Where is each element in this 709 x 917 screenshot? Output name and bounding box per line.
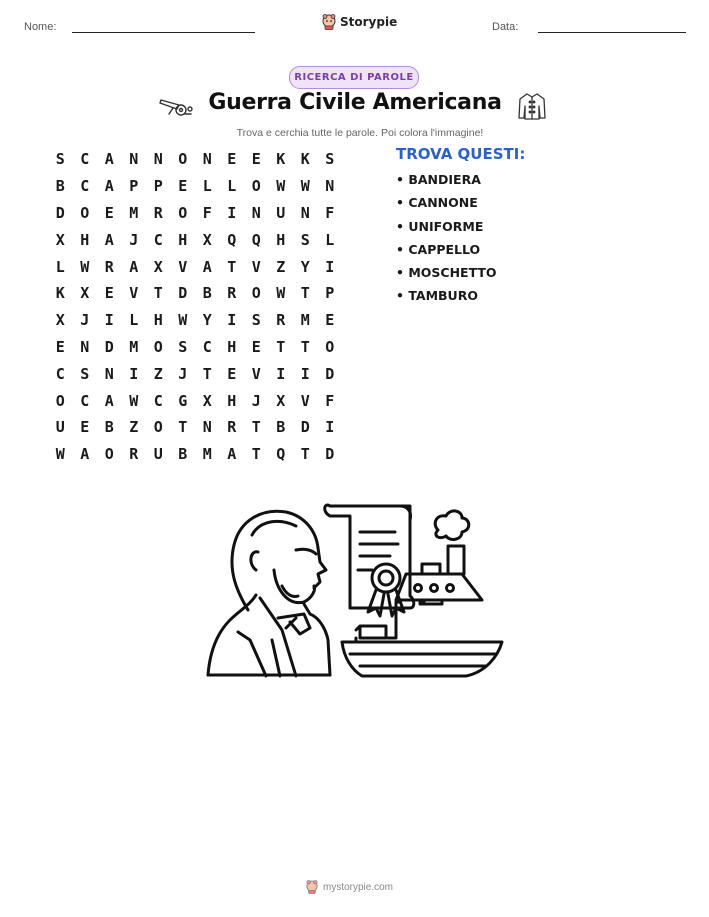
- grid-row: [48, 226, 342, 253]
- grid-letter[interactable]: T: [202, 364, 212, 383]
- footer-brand: [306, 880, 393, 894]
- grid-letter[interactable]: R: [153, 203, 163, 222]
- grid-letter[interactable]: T: [178, 418, 188, 437]
- grid-letter[interactable]: X: [55, 230, 65, 249]
- grid-row: [48, 200, 342, 227]
- word-list: [396, 172, 497, 312]
- grid-letter[interactable]: O: [178, 203, 188, 222]
- grid-letter[interactable]: P: [153, 177, 163, 196]
- grid-letter[interactable]: V: [251, 364, 261, 383]
- grid-letter[interactable]: I: [227, 203, 237, 222]
- grid-letter[interactable]: C: [202, 337, 212, 356]
- grid-letter[interactable]: R: [129, 445, 139, 464]
- grid-letter[interactable]: A: [80, 445, 90, 464]
- grid-letter[interactable]: X: [202, 391, 212, 410]
- footer-url: mystorypie.com: [323, 881, 394, 893]
- grid-letter[interactable]: N: [325, 177, 335, 196]
- grid-letter[interactable]: H: [80, 230, 90, 249]
- grid-letter[interactable]: J: [80, 311, 90, 330]
- grid-letter[interactable]: N: [80, 337, 90, 356]
- grid-letter[interactable]: Y: [300, 257, 310, 276]
- grid-letter[interactable]: L: [202, 177, 212, 196]
- grid-letter[interactable]: T: [251, 418, 261, 437]
- grid-row: [48, 146, 342, 173]
- word-search-grid: [48, 146, 342, 468]
- grid-letter[interactable]: X: [276, 391, 286, 410]
- grid-letter[interactable]: I: [129, 364, 139, 383]
- grid-letter[interactable]: N: [104, 364, 114, 383]
- grid-letter[interactable]: L: [55, 257, 65, 276]
- date-line: [538, 32, 686, 33]
- grid-letter[interactable]: E: [227, 150, 237, 169]
- grid-letter[interactable]: O: [251, 177, 261, 196]
- grid-letter[interactable]: C: [80, 177, 90, 196]
- grid-letter[interactable]: T: [300, 445, 310, 464]
- grid-letter[interactable]: F: [202, 203, 212, 222]
- grid-letter[interactable]: X: [55, 311, 65, 330]
- grid-letter[interactable]: A: [227, 445, 237, 464]
- word-list-heading: TROVA QUESTI:: [396, 145, 526, 163]
- grid-letter[interactable]: M: [129, 203, 139, 222]
- storypie-mascot-icon: [306, 880, 318, 894]
- grid-letter[interactable]: E: [251, 150, 261, 169]
- grid-letter[interactable]: A: [104, 230, 114, 249]
- grid-letter[interactable]: A: [104, 391, 114, 410]
- category-badge: RICERCA DI PAROLE: [289, 66, 419, 89]
- grid-letter[interactable]: E: [55, 337, 65, 356]
- grid-letter[interactable]: P: [325, 284, 335, 303]
- grid-letter[interactable]: R: [227, 284, 237, 303]
- word-list-item: • TAMBURO: [396, 288, 497, 311]
- word-list-item: • BANDIERA: [396, 172, 497, 195]
- word-list-item: • CANNONE: [396, 195, 497, 218]
- word-list-item: • MOSCHETTO: [396, 265, 497, 288]
- grid-letter[interactable]: J: [251, 391, 261, 410]
- grid-letter[interactable]: G: [178, 391, 188, 410]
- grid-letter[interactable]: P: [129, 177, 139, 196]
- grid-letter[interactable]: M: [300, 311, 310, 330]
- grid-letter[interactable]: B: [55, 177, 65, 196]
- grid-letter[interactable]: K: [300, 150, 310, 169]
- grid-letter[interactable]: N: [202, 150, 212, 169]
- grid-letter[interactable]: V: [300, 391, 310, 410]
- grid-letter[interactable]: F: [325, 391, 335, 410]
- grid-letter[interactable]: Y: [202, 311, 212, 330]
- grid-letter[interactable]: H: [178, 230, 188, 249]
- grid-letter[interactable]: O: [251, 284, 261, 303]
- grid-letter[interactable]: R: [104, 257, 114, 276]
- grid-letter[interactable]: Z: [129, 418, 139, 437]
- grid-letter[interactable]: D: [178, 284, 188, 303]
- grid-letter[interactable]: E: [80, 418, 90, 437]
- grid-letter[interactable]: U: [276, 203, 286, 222]
- grid-letter[interactable]: O: [178, 150, 188, 169]
- grid-letter[interactable]: Q: [251, 230, 261, 249]
- grid-letter[interactable]: O: [104, 445, 114, 464]
- name-label: Nome:: [24, 21, 57, 33]
- grid-letter[interactable]: O: [325, 337, 335, 356]
- grid-letter[interactable]: O: [153, 337, 163, 356]
- grid-letter[interactable]: H: [227, 391, 237, 410]
- grid-letter[interactable]: K: [276, 150, 286, 169]
- grid-letter[interactable]: D: [325, 364, 335, 383]
- grid-letter[interactable]: M: [202, 445, 212, 464]
- grid-letter[interactable]: E: [251, 337, 261, 356]
- grid-letter[interactable]: W: [80, 257, 90, 276]
- grid-letter[interactable]: M: [129, 337, 139, 356]
- grid-letter[interactable]: S: [55, 150, 65, 169]
- grid-letter[interactable]: B: [276, 418, 286, 437]
- grid-letter[interactable]: Q: [276, 445, 286, 464]
- grid-letter[interactable]: R: [227, 418, 237, 437]
- grid-letter[interactable]: V: [178, 257, 188, 276]
- instructions: Trova e cerchia tutte le parole. Poi colora l'immagine!: [236, 127, 484, 139]
- grid-row: [48, 280, 342, 307]
- grid-letter[interactable]: O: [153, 418, 163, 437]
- grid-letter[interactable]: F: [325, 203, 335, 222]
- grid-letter[interactable]: J: [178, 364, 188, 383]
- grid-letter[interactable]: T: [251, 445, 261, 464]
- grid-letter[interactable]: D: [325, 445, 335, 464]
- grid-letter[interactable]: B: [202, 284, 212, 303]
- grid-row: [48, 414, 342, 441]
- grid-letter[interactable]: C: [153, 230, 163, 249]
- grid-letter[interactable]: W: [129, 391, 139, 410]
- grid-letter[interactable]: Q: [227, 230, 237, 249]
- grid-row: [48, 307, 342, 334]
- grid-letter[interactable]: E: [325, 311, 335, 330]
- grid-letter[interactable]: W: [276, 177, 286, 196]
- grid-letter[interactable]: E: [227, 364, 237, 383]
- grid-letter[interactable]: J: [129, 230, 139, 249]
- grid-letter[interactable]: C: [55, 364, 65, 383]
- grid-letter[interactable]: D: [300, 418, 310, 437]
- grid-letter[interactable]: A: [129, 257, 139, 276]
- grid-letter[interactable]: H: [153, 311, 163, 330]
- grid-letter[interactable]: W: [300, 177, 310, 196]
- grid-letter[interactable]: T: [300, 337, 310, 356]
- date-label: Data:: [492, 21, 519, 33]
- grid-letter[interactable]: V: [251, 257, 261, 276]
- grid-letter[interactable]: N: [153, 150, 163, 169]
- grid-letter[interactable]: N: [251, 203, 261, 222]
- grid-letter[interactable]: U: [55, 418, 65, 437]
- grid-letter[interactable]: H: [227, 337, 237, 356]
- grid-letter[interactable]: X: [80, 284, 90, 303]
- grid-letter[interactable]: O: [80, 203, 90, 222]
- storypie-mascot-icon: [322, 14, 336, 30]
- grid-letter[interactable]: W: [55, 445, 65, 464]
- grid-row: [48, 387, 342, 414]
- grid-letter[interactable]: I: [104, 311, 114, 330]
- grid-letter[interactable]: H: [276, 230, 286, 249]
- grid-letter[interactable]: C: [153, 391, 163, 410]
- grid-letter[interactable]: X: [153, 257, 163, 276]
- grid-letter[interactable]: D: [55, 203, 65, 222]
- grid-letter[interactable]: X: [202, 230, 212, 249]
- grid-letter[interactable]: A: [104, 150, 114, 169]
- word-list-item: • UNIFORME: [396, 219, 497, 242]
- grid-letter[interactable]: I: [227, 311, 237, 330]
- grid-letter[interactable]: T: [276, 337, 286, 356]
- grid-row: [48, 441, 342, 468]
- grid-letter[interactable]: I: [325, 418, 335, 437]
- grid-letter[interactable]: K: [55, 284, 65, 303]
- grid-letter[interactable]: R: [276, 311, 286, 330]
- lincoln-document-steamboat-illustration: [200, 490, 510, 690]
- grid-row: [48, 360, 342, 387]
- grid-letter[interactable]: B: [104, 418, 114, 437]
- grid-letter[interactable]: L: [129, 311, 139, 330]
- grid-letter[interactable]: U: [153, 445, 163, 464]
- word-list-item: • CAPPELLO: [396, 242, 497, 265]
- grid-letter[interactable]: W: [178, 311, 188, 330]
- page-title: Guerra Civile Americana: [208, 90, 502, 115]
- grid-letter[interactable]: T: [227, 257, 237, 276]
- grid-letter[interactable]: N: [129, 150, 139, 169]
- grid-letter[interactable]: S: [251, 311, 261, 330]
- grid-row: [48, 334, 342, 361]
- grid-letter[interactable]: Z: [276, 257, 286, 276]
- grid-letter[interactable]: L: [325, 230, 335, 249]
- grid-letter[interactable]: E: [104, 284, 114, 303]
- grid-letter[interactable]: A: [202, 257, 212, 276]
- grid-letter[interactable]: V: [129, 284, 139, 303]
- brand-name: Storypie: [340, 15, 398, 29]
- grid-row: [48, 173, 342, 200]
- grid-letter[interactable]: Z: [153, 364, 163, 383]
- grid-letter[interactable]: S: [178, 337, 188, 356]
- grid-letter[interactable]: I: [300, 364, 310, 383]
- grid-letter[interactable]: B: [178, 445, 188, 464]
- grid-letter[interactable]: S: [325, 150, 335, 169]
- brand-logo: [322, 14, 397, 30]
- grid-letter[interactable]: I: [325, 257, 335, 276]
- grid-row: [48, 253, 342, 280]
- grid-letter[interactable]: E: [104, 203, 114, 222]
- cannon-icon: [159, 95, 193, 117]
- grid-letter[interactable]: C: [80, 391, 90, 410]
- grid-letter[interactable]: O: [55, 391, 65, 410]
- name-line: [72, 32, 255, 33]
- grid-letter[interactable]: W: [276, 284, 286, 303]
- grid-letter[interactable]: T: [300, 284, 310, 303]
- uniform-jacket-icon: [517, 92, 547, 120]
- grid-letter[interactable]: T: [153, 284, 163, 303]
- grid-letter[interactable]: E: [178, 177, 188, 196]
- grid-letter[interactable]: S: [80, 364, 90, 383]
- grid-letter[interactable]: D: [104, 337, 114, 356]
- grid-letter[interactable]: N: [202, 418, 212, 437]
- grid-letter[interactable]: A: [104, 177, 114, 196]
- grid-letter[interactable]: N: [300, 203, 310, 222]
- grid-letter[interactable]: S: [300, 230, 310, 249]
- grid-letter[interactable]: C: [80, 150, 90, 169]
- grid-letter[interactable]: I: [276, 364, 286, 383]
- grid-letter[interactable]: L: [227, 177, 237, 196]
